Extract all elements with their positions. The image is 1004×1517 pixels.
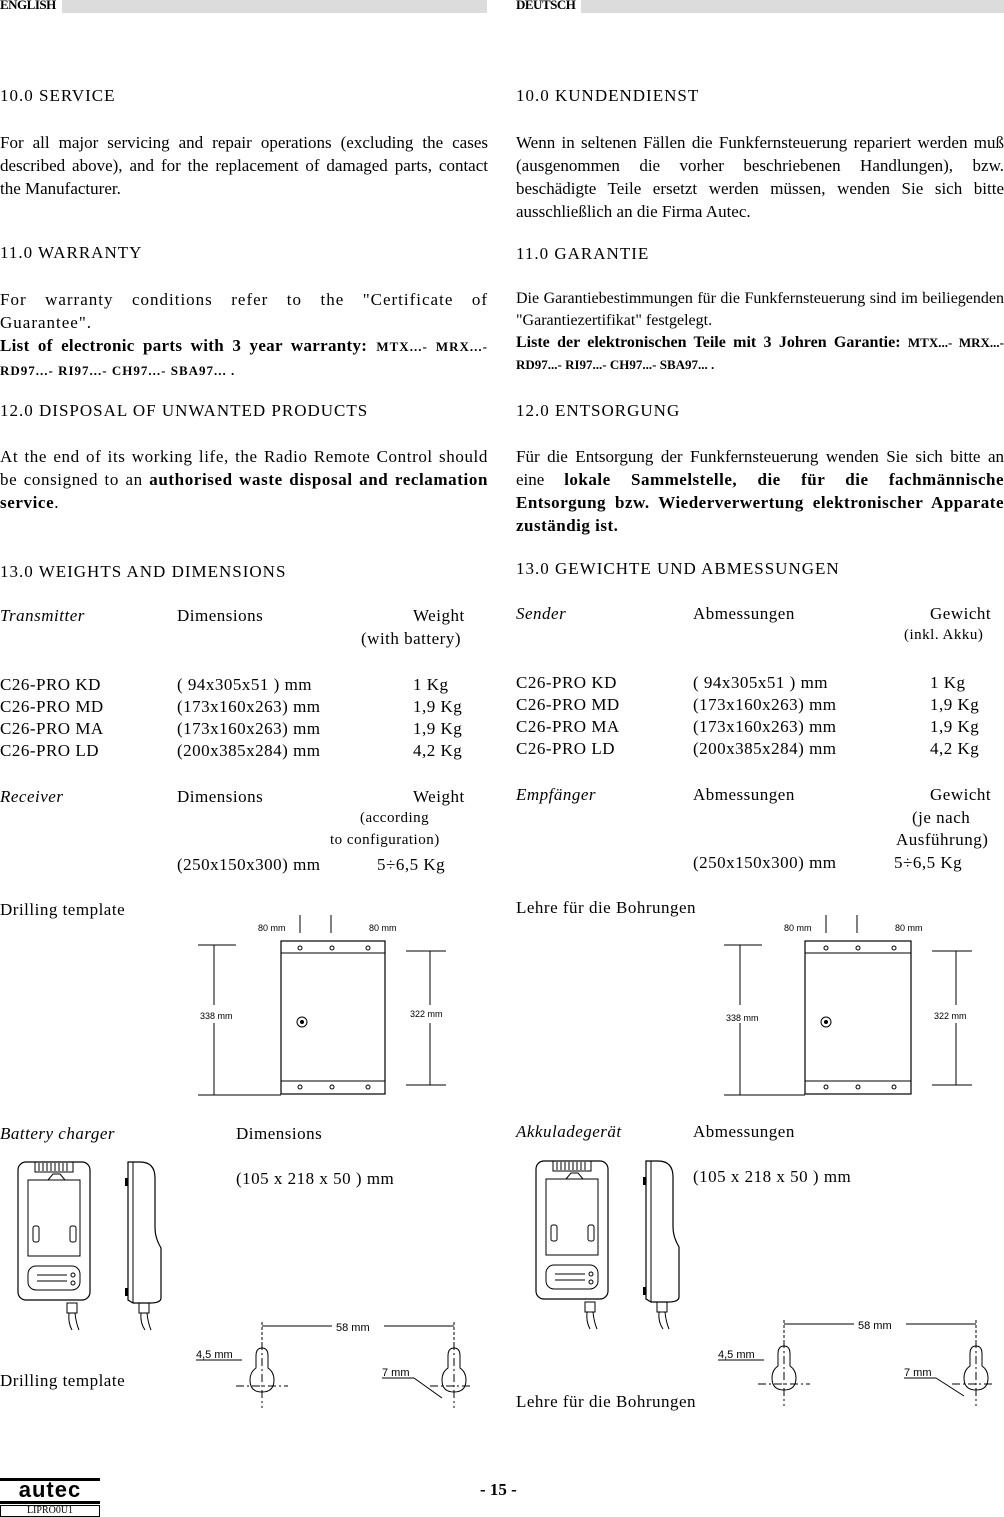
de-charger-drilling-label: Lehre für die Bohrungen [516, 1392, 697, 1411]
en-dim-slot: 7 mm [382, 1367, 410, 1379]
en-warranty-text: For warranty conditions refer to the "Certificate of Guarantee". [0, 290, 488, 332]
en-dim-top-right: 80 mm [369, 923, 397, 933]
de-drilling-template-label: Lehre für die Bohrungen [516, 898, 697, 917]
en-transmitter-label: Transmitter [0, 606, 85, 625]
en-weight-header: Weight [413, 606, 465, 625]
en-section-10-body: For all major servicing and repair operations (excluding the cases described above), and for the replacement of damaged parts, contact the Manufacturer. [0, 133, 488, 198]
document-code: LIPRO0U1 [0, 1505, 100, 1517]
en-dim-left: 338 mm [200, 1011, 233, 1021]
en-tx-dims-4: (200x385x284) mm [177, 741, 321, 760]
en-rx-dimensions-header: Dimensions [177, 787, 264, 806]
de-receiver-drilling-drawing [722, 915, 982, 1100]
de-section-12-body [516, 445, 1004, 537]
header-bar-right [516, 0, 1004, 13]
de-dim-right: 322 mm [934, 1011, 967, 1021]
en-rx-weight-note-1: (according [360, 810, 430, 826]
de-dim-top-right: 80 mm [895, 923, 923, 933]
autec-logo [0, 1478, 100, 1504]
en-tx-dims-2: (173x160x263) mm [177, 697, 321, 716]
de-dimensions-header: Abmessungen [693, 604, 795, 623]
en-dim-right: 322 mm [410, 1009, 443, 1019]
de-warranty-list-items: MTX...- MRX...- RD97...- RI97...- CH97...- SBA97... . [516, 335, 1004, 372]
de-warranty-text: Die Garantiebestimmungen für die Funkfernsteuerung sind im beiliegenden "Garantiezertifikat" festgelegt. [516, 290, 1004, 329]
en-dim-span: 58 mm [336, 1322, 370, 1334]
en-rx-weight-note-2: to configuration) [330, 832, 440, 848]
en-charger-dimensions-header: Dimensions [236, 1124, 323, 1143]
en-dim-hole: 4,5 mm [196, 1349, 233, 1361]
de-battery-charger-label: Akkuladegerät [516, 1122, 622, 1141]
header-bar-left [0, 0, 487, 13]
en-disposal-text: At the end of its working life, the Radio Remote Control should be consigned to an [0, 447, 488, 489]
lang-label-english: ENGLISH [0, 0, 62, 13]
de-disposal-bold: lokale Sammelstelle, die für die fachmännische Entsorgung bzw. Wiederverwertung elektronischer Apparate zuständig ist. [516, 470, 1004, 535]
de-charger-dimensions-header: Abmessungen [693, 1122, 795, 1141]
de-battery-charger-drawing [533, 1157, 683, 1327]
autec-logo-text: autec [18, 1477, 82, 1502]
de-rx-weight-note-2: Ausführung) [896, 830, 989, 849]
en-tx-model-1: C26-PRO KD [0, 675, 101, 694]
de-section-12-title: 12.0 ENTSORGUNG [516, 401, 681, 420]
de-tx-model-3: C26-PRO MA [516, 717, 620, 736]
en-tx-weight-2: 1,9 Kg [413, 697, 463, 716]
page-number: - 15 - [480, 1480, 517, 1499]
de-weight-header: Gewicht [930, 604, 992, 623]
de-section-10-body: Wenn in seltenen Fällen die Funkfernsteuerung repariert werden muß (ausgenommen die vorher beschriebenen Handlungen), bzw. beschädigte Teile ersetzt werden müssen, wenden Sie sich bitte ausschließlich an die Firma Autec. [516, 133, 1004, 221]
en-section-12-title: 12.0 DISPOSAL OF UNWANTED PRODUCTS [0, 401, 369, 420]
de-tx-dims-1: ( 94x305x51 ) mm [693, 673, 829, 692]
en-rx-dims: (250x150x300) mm [177, 855, 321, 874]
de-section-13-title: 13.0 GEWICHTE UND ABMESSUNGEN [516, 559, 840, 578]
de-rx-weight: 5÷6,5 Kg [894, 853, 963, 872]
en-section-11-title: 11.0 WARRANTY [0, 243, 143, 262]
en-section-12-body [0, 445, 488, 514]
en-weight-note: (with battery) [361, 629, 461, 648]
en-drilling-template-label: Drilling template [0, 900, 126, 919]
de-receiver-label: Empfänger [516, 785, 597, 804]
de-tx-weight-3: 1,9 Kg [930, 717, 980, 736]
en-battery-charger-drawing [15, 1158, 165, 1328]
de-charger-dims: (105 x 218 x 50 ) mm [693, 1167, 852, 1186]
en-tx-weight-3: 1,9 Kg [413, 719, 463, 738]
en-warranty-list-items: MTX...- MRX...- RD97...- RI97...- CH97...- SBA97... . [0, 339, 488, 378]
de-rx-dims: (250x150x300) mm [693, 853, 837, 872]
en-rx-weight: 5÷6,5 Kg [377, 855, 446, 874]
de-weight-note: (inkl. Akku) [904, 627, 984, 643]
de-tx-model-2: C26-PRO MD [516, 695, 620, 714]
de-dim-left: 338 mm [726, 1013, 759, 1023]
en-tx-model-4: C26-PRO LD [0, 741, 99, 760]
en-receiver-drilling-drawing [196, 915, 456, 1100]
de-tx-dims-4: (200x385x284) mm [693, 739, 837, 758]
de-rx-dimensions-header: Abmessungen [693, 785, 795, 804]
en-tx-dims-3: (173x160x263) mm [177, 719, 321, 738]
de-tx-weight-1: 1 Kg [930, 673, 966, 692]
de-dim-top-left: 80 mm [784, 923, 812, 933]
en-tx-model-2: C26-PRO MD [0, 697, 104, 716]
en-tx-weight-4: 4,2 Kg [413, 741, 463, 760]
en-charger-dims: (105 x 218 x 50 ) mm [236, 1169, 395, 1188]
de-rx-weight-header: Gewicht [930, 785, 992, 804]
en-charger-drilling-label: Drilling template [0, 1371, 126, 1390]
en-tx-weight-1: 1 Kg [413, 675, 449, 694]
de-warranty-list-label: Liste der elektronischen Teile mit 3 Johren Garantie: [516, 334, 901, 351]
en-receiver-label: Receiver [0, 787, 64, 806]
en-dimensions-header: Dimensions [177, 606, 264, 625]
en-section-11-body [0, 288, 488, 382]
en-warranty-list-label: List of electronic parts with 3 year warranty: [0, 336, 368, 355]
en-disposal-bold: authorised waste disposal and reclamation service [0, 470, 489, 512]
de-tx-model-1: C26-PRO KD [516, 673, 617, 692]
de-disposal-text: Für die Entsorgung der Funkfernsteuerung wenden Sie sich bitte an eine [516, 447, 1004, 489]
en-charger-drilling-drawing [196, 1318, 472, 1418]
en-tx-model-3: C26-PRO MA [0, 719, 104, 738]
de-section-10-title: 10.0 KUNDENDIENST [516, 86, 700, 105]
de-section-11-title: 11.0 GARANTIE [516, 244, 650, 263]
en-battery-charger-label: Battery charger [0, 1124, 115, 1143]
de-tx-weight-4: 4,2 Kg [930, 739, 980, 758]
en-dim-top-left: 80 mm [258, 923, 286, 933]
de-tx-model-4: C26-PRO LD [516, 739, 615, 758]
de-tx-dims-3: (173x160x263) mm [693, 717, 837, 736]
en-tx-dims-1: ( 94x305x51 ) mm [177, 675, 313, 694]
en-section-13-title: 13.0 WEIGHTS AND DIMENSIONS [0, 562, 287, 581]
en-section-10-title: 10.0 SERVICE [0, 86, 116, 105]
de-section-11-body [516, 288, 1004, 376]
de-charger-drilling-drawing [718, 1316, 994, 1416]
de-tx-weight-2: 1,9 Kg [930, 695, 980, 714]
de-dim-slot: 7 mm [904, 1367, 932, 1379]
de-transmitter-label: Sender [516, 604, 567, 623]
lang-label-deutsch: DEUTSCH [516, 0, 581, 13]
de-dim-hole: 4,5 mm [718, 1349, 755, 1361]
de-rx-weight-note-1: (je nach [912, 808, 971, 827]
en-disposal-end: . [54, 493, 60, 512]
de-tx-dims-2: (173x160x263) mm [693, 695, 837, 714]
en-rx-weight-header: Weight [413, 787, 465, 806]
de-dim-span: 58 mm [858, 1320, 892, 1332]
